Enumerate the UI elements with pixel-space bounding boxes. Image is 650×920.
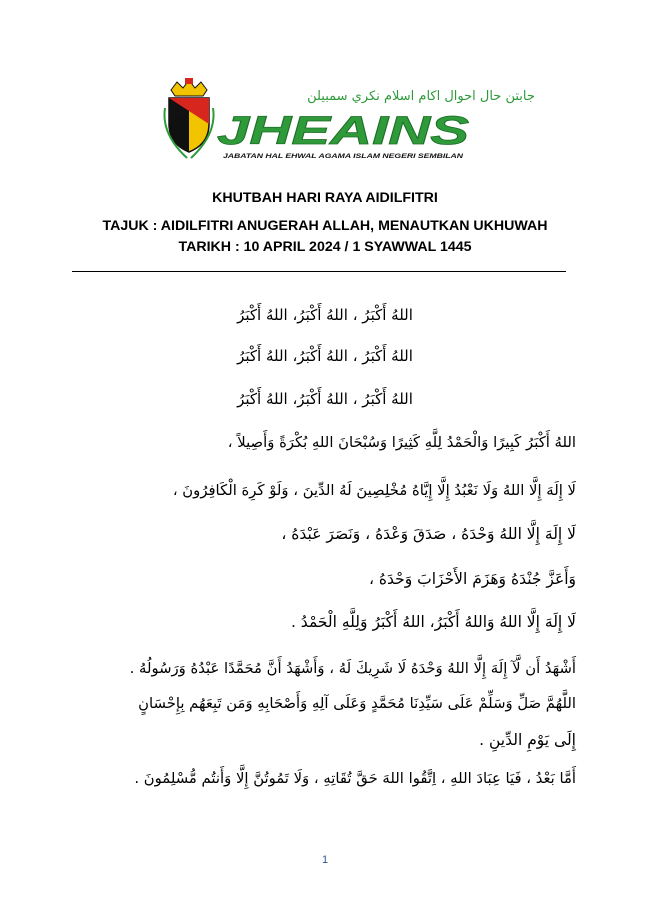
khutbah-title: KHUTBAH HARI RAYA AIDILFITRI — [212, 190, 438, 206]
takbir-line: اللهُ أَكْبَرُ ، اللهُ أَكْبَرُ، اللهُ أَكْبَرُ — [237, 390, 413, 408]
khutbah-topic: TAJUK : AIDILFITRI ANUGERAH ALLAH, MENAUTKAN UKHUWAH — [102, 218, 548, 234]
header-divider — [72, 271, 566, 272]
arabic-text-line: إِلَى يَوْمِ الدِّينِ . — [479, 731, 576, 749]
jheains-logo — [163, 78, 535, 162]
logo-subtitle: JABATAN HAL EHWAL AGAMA ISLAM NEGERI SEMBILAN — [223, 153, 464, 160]
crest-emblem-icon — [164, 78, 213, 158]
khutbah-date: TARIKH : 10 APRIL 2024 / 1 SYAWWAL 1445 — [178, 239, 472, 255]
arabic-text-line: اللَّهُمَّ صَلِّ وَسَلِّمْ عَلَى سَيِّدِنَا مُحَمَّدٍ وَعَلَى آلِهِ وَأَصْحَابِهِ وَمَن تَبِعَهُم بِإِحْسَانٍ — [138, 695, 576, 712]
logo-arabic-banner: جابتن حال احوال اكام اسلام نكري سمبيلن — [307, 89, 535, 104]
arabic-text-line: اللهُ أَكْبَرُ كَبِيرًا وَالْحَمْدُ لِلَّهِ كَثِيرًا وَسُبْحَانَ اللهِ بُكْرَةً وَأَصِيلاً ، — [227, 434, 576, 451]
arabic-text-line: لَا إِلَهَ إِلَّا اللهُ وَلَا نَعْبُدُ إِلَّا إِيَّاهُ مُخْلِصِينَ لَهُ الدِّينَ ، وَلَوْ كَرِهَ الْكَافِرُونَ ، — [172, 482, 576, 499]
logo-wordmark: JHEAINS — [217, 109, 470, 153]
arabic-text-line: أَمَّا بَعْدُ ، فَيَا عِبَادَ اللهِ ، اِتَّقُوا اللهَ حَقَّ تُقَاتِهِ ، وَلَا تَمُوتُنَّ إِلَّا وَأَنتُم مُّسْلِمُونَ . — [134, 770, 576, 787]
takbir-line: اللهُ أَكْبَرُ ، اللهُ أَكْبَرُ، اللهُ أَكْبَرُ — [237, 306, 413, 324]
arabic-text-line: لَا إِلَهَ إِلَّا اللهُ وَاللهُ أَكْبَرُ، اللهُ أَكْبَرُ وَلِلَّهِ الْحَمْدُ . — [290, 613, 576, 631]
arabic-text-line: أَشْهَدُ أَن لَّآ إِلَهَ إِلَّا اللهُ وَحْدَهُ لَا شَرِيكَ لَهُ ، وَأَشْهَدُ أَنَّ مُحَمَّدًا عَبْدُهُ وَرَسُولُهُ . — [129, 660, 576, 677]
page-number: 1 — [321, 854, 329, 866]
arabic-text-line: وَأَعَزَّ جُنْدَهُ وَهَزَمَ الأَحْزَابَ وَحْدَهُ ، — [368, 570, 576, 588]
takbir-line: اللهُ أَكْبَرُ ، اللهُ أَكْبَرُ، اللهُ أَكْبَرُ — [237, 347, 413, 365]
arabic-text-line: لَا إِلَهَ إِلَّا اللهُ وَحْدَهُ ، صَدَقَ وَعْدَهُ ، وَنَصَرَ عَبْدَهُ ، — [281, 525, 576, 543]
